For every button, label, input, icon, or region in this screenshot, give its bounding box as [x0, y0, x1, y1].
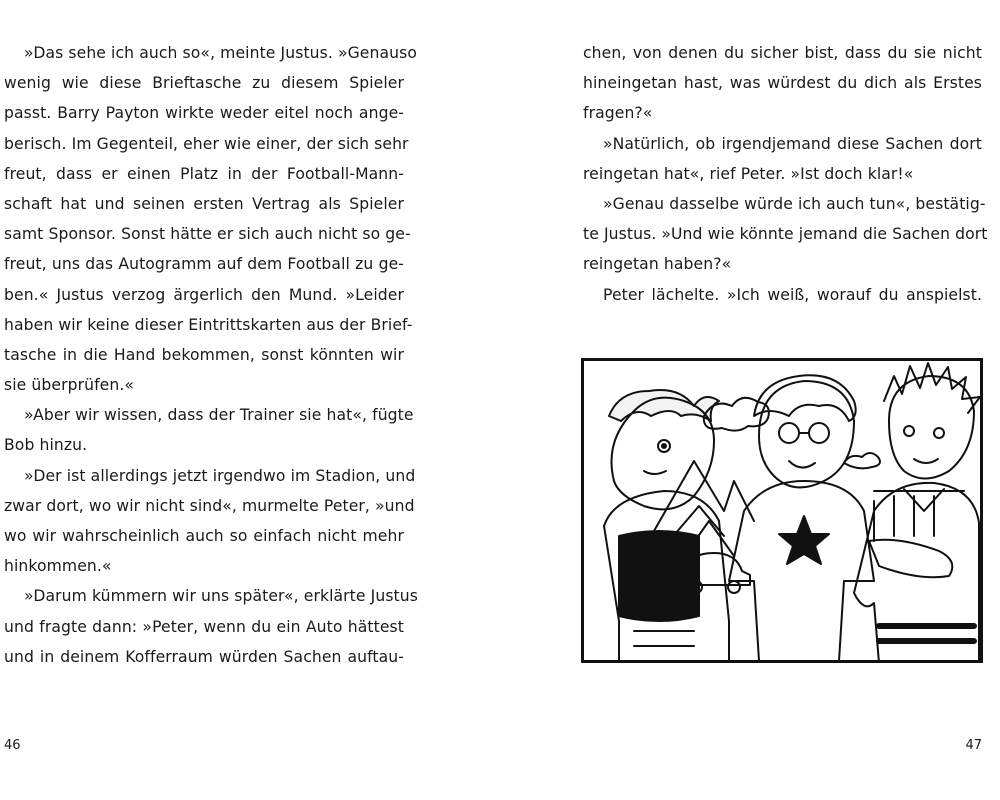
text-line: »Aber wir wissen, dass der Trainer sie hat«, fügte [24, 406, 414, 425]
text-line: »Darum kümmern wir uns später«, erklärte Justus [24, 587, 418, 606]
left-page-text [4, 38, 418, 672]
text-line: ben.« Justus verzog ärgerlich den Mund. »Leider [4, 285, 404, 304]
right-page-text [583, 38, 988, 310]
page-number-right: 47 [965, 738, 982, 753]
text-line: hinkommen.« [4, 557, 112, 576]
text-line: »Natürlich, ob irgendjemand diese Sachen dort [603, 134, 982, 153]
text-line: und fragte dann: »Peter, wenn du ein Auto hättest [4, 617, 404, 636]
text-line: zwar dort, wo wir nicht sind«, murmelte Peter, »und [4, 496, 415, 515]
text-line: »Das sehe ich auch so«, meinte Justus. »Genauso [24, 44, 417, 62]
text-line: hineingetan hast, was würdest du dich als Erstes [583, 74, 982, 93]
text-line: fragen?« [583, 104, 653, 123]
text-line: wo wir wahrscheinlich auch so einfach nicht mehr [4, 527, 404, 545]
text-line: schaft hat und seinen ersten Vertrag als Spieler [4, 194, 404, 213]
text-line: freut, uns das Autogramm auf dem Football zu ge- [4, 255, 404, 274]
text-line: reingetan hat«, rief Peter. »Ist doch klar!« [583, 164, 914, 183]
text-line: wenig wie diese Brieftasche zu diesem Spieler [4, 74, 404, 93]
text-line: freut, dass er einen Platz in der Football-Mann- [4, 164, 404, 183]
text-line: passt. Barry Payton wirkte weder eitel noch ange- [4, 104, 404, 123]
boy-right [854, 363, 980, 660]
background-fence [874, 491, 964, 541]
text-line: samt Sponsor. Sonst hätte er sich auch nicht so ge- [4, 225, 411, 244]
text-line: und in deinem Kofferraum würden Sachen auftau- [4, 647, 404, 666]
text-line: »Genau dasselbe würde ich auch tun«, bestätig- [603, 194, 986, 213]
text-line: tasche in die Hand bekommen, sonst könnten wir [4, 345, 404, 364]
comic-illustration [581, 358, 983, 663]
page-number-left: 46 [4, 738, 21, 753]
boy-middle [729, 375, 874, 660]
text-line: reingetan haben?« [583, 255, 732, 274]
right-page [500, 0, 1000, 800]
text-line: te Justus. »Und wie könnte jemand die Sachen dort [583, 225, 988, 244]
text-line: berisch. Im Gegenteil, eher wie einer, der sich sehr [4, 134, 409, 153]
text-line: »Der ist allerdings jetzt irgendwo im Stadion, und [24, 466, 416, 485]
text-line: Peter lächelte. »Ich weiß, worauf du anspielst. [603, 285, 982, 304]
boy-left [604, 390, 729, 660]
text-line: sie überprüfen.« [4, 376, 135, 395]
text-line: haben wir keine dieser Eintrittskarten aus der Brief- [4, 315, 413, 334]
text-line: Bob hinzu. [4, 436, 88, 455]
text-line: chen, von denen du sicher bist, dass du sie nicht [583, 44, 982, 62]
